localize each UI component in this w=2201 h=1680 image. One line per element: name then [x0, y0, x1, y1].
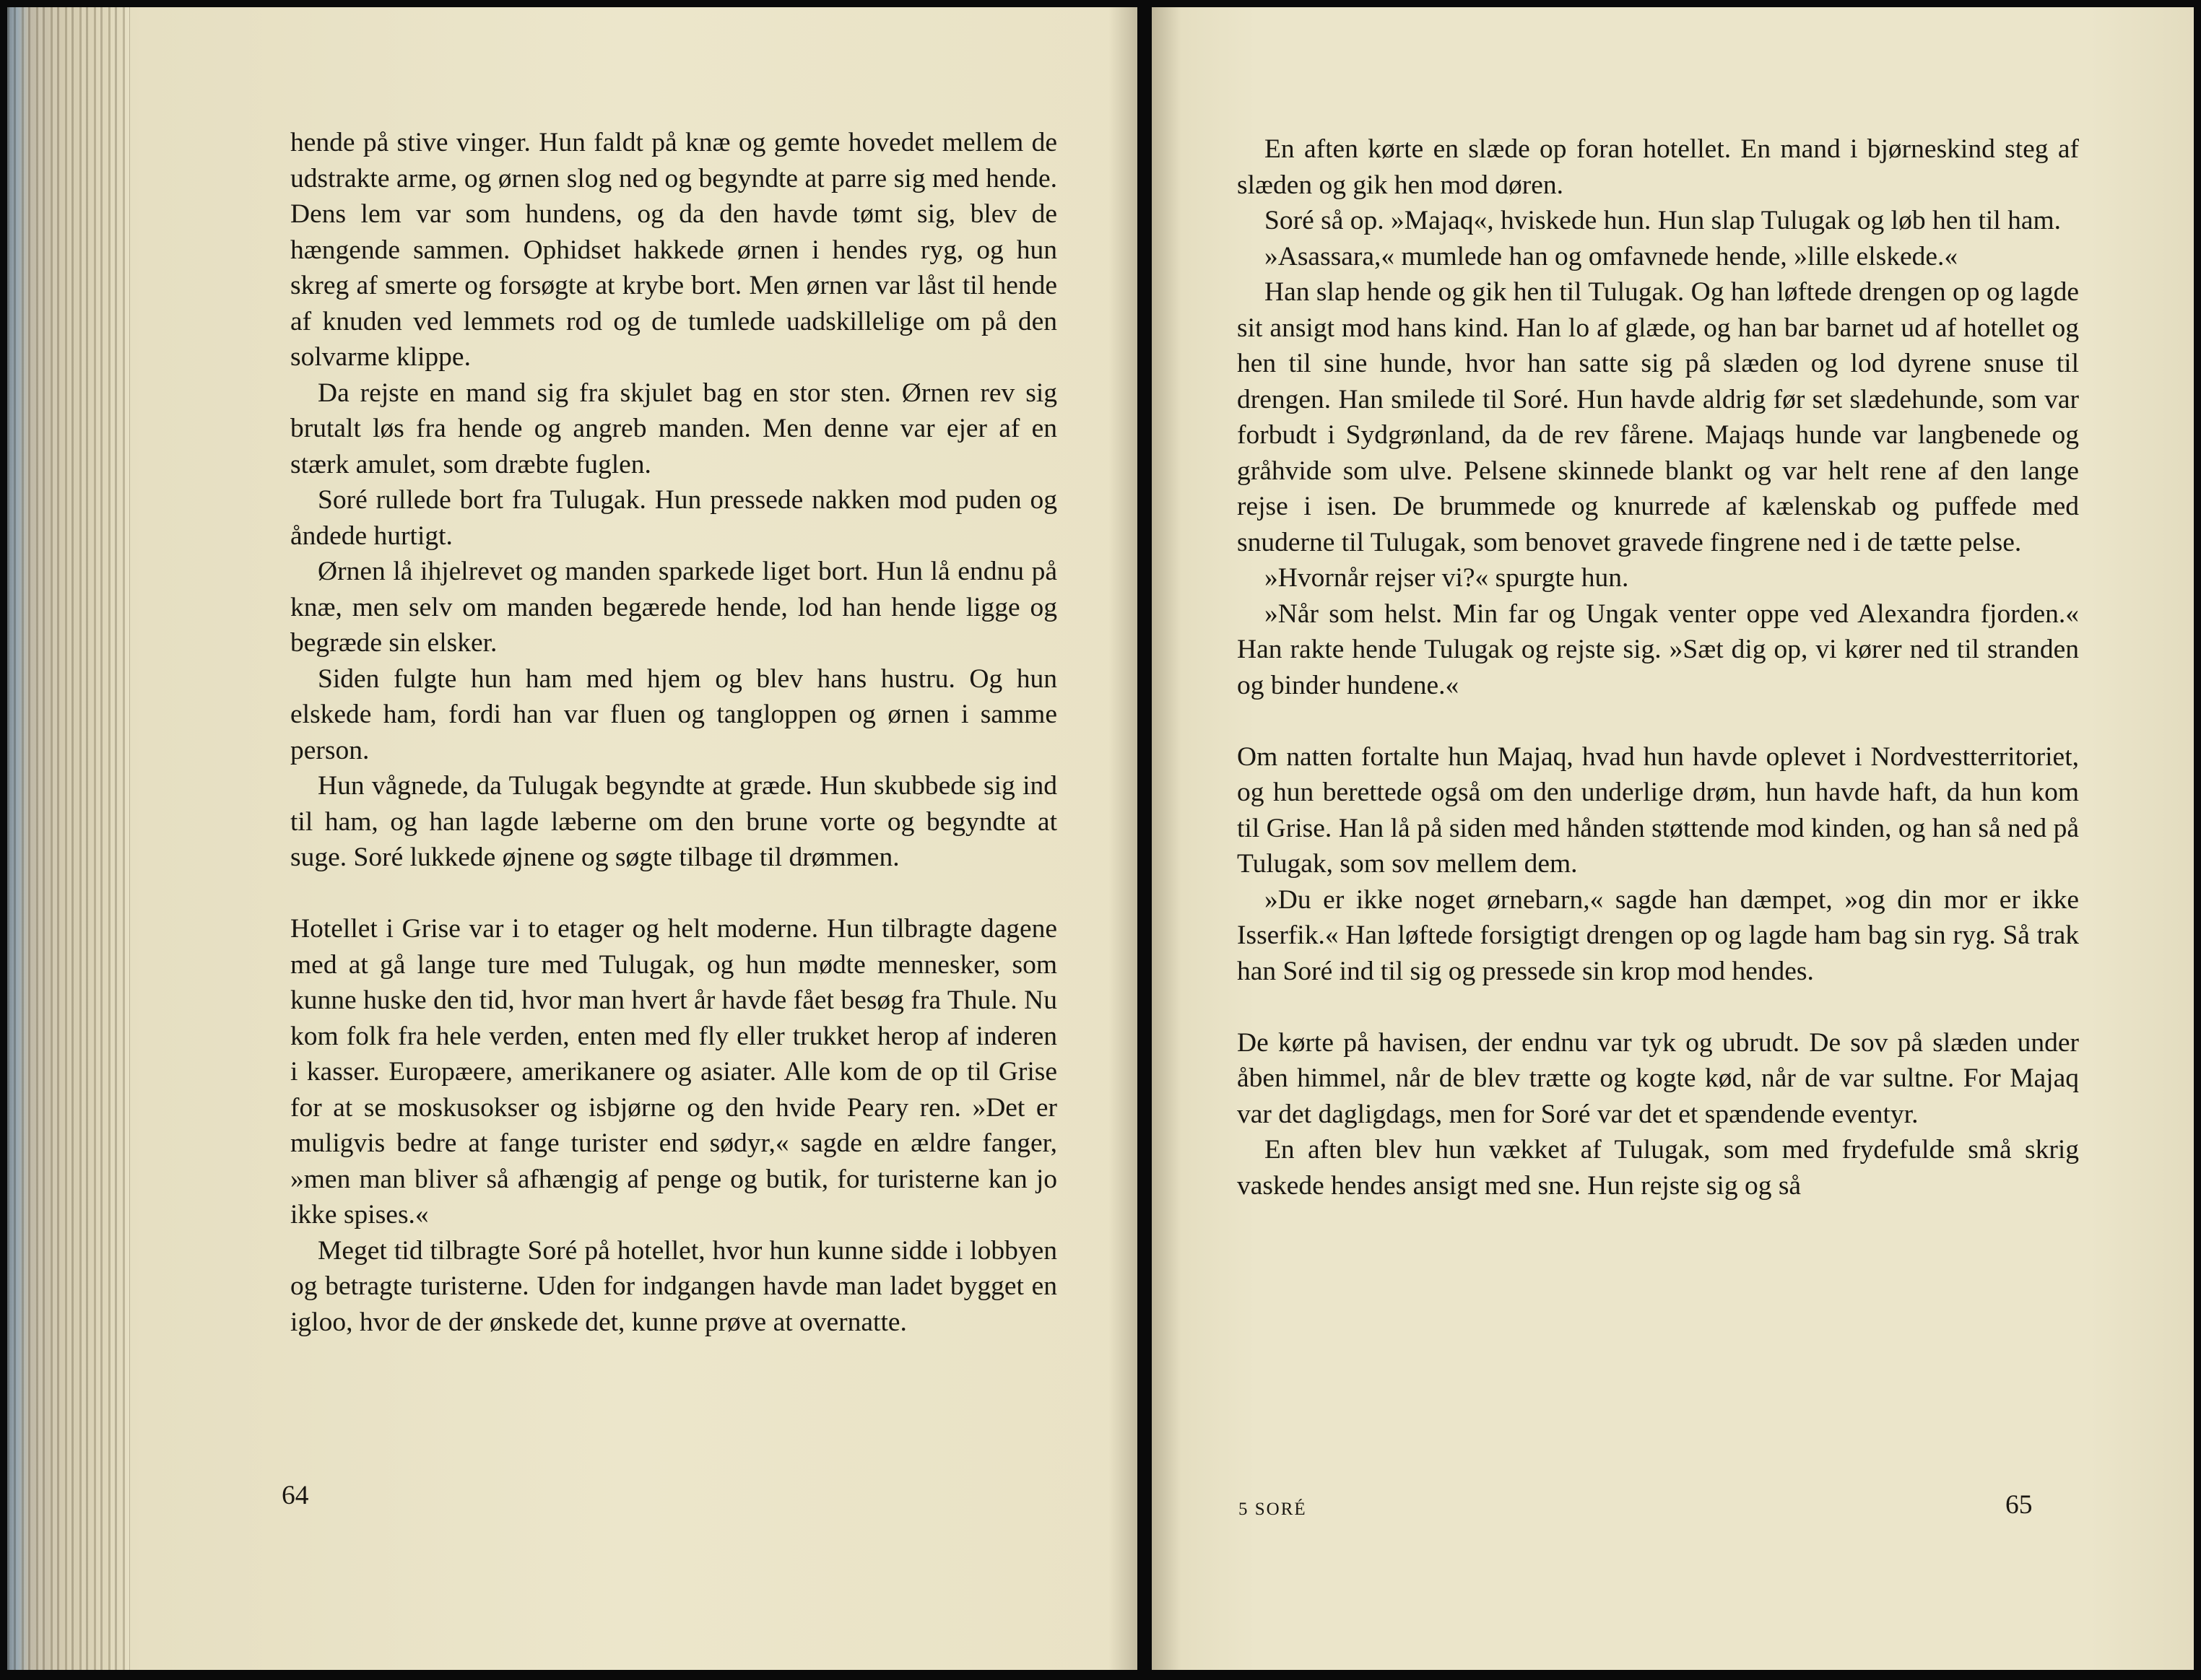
- section-start-paragraph: Om natten fortalte hun Majaq, hvad hun havde oplevet i Nordvestterritoriet, og hun berettede også om den underlige drøm, hun havde haft, da hun kom til Grise. Han lå på siden med hånden støttende mod kinden, og han så ned på Tulugak, som sov mellem dem.: [1237, 741, 2079, 879]
- paragraph: Meget tid tilbragte Soré på hotellet, hvor hun kunne sidde i lobbyen og betragte turisterne. Uden for indgangen havde man ladet bygget en igloo, hvor de der ønskede det, kunne prøve at overnatte.: [290, 1235, 1057, 1337]
- signature-mark: 5 SORÉ: [1238, 1500, 1307, 1519]
- paragraph: hende på stive vinger. Hun faldt på knæ og gemte hovedet mellem de udstrakte arme, og ørnen slog ned og begyndte at parre sig med hende. Dens lem var som hundens, og da den havde tømt sig, blev de hængende sammen. Ophidset hakkede ørnen i hendes ryg, og hun skreg af smerte og forsøgte at krybe bort. Men ørnen var låst til hende af knuden ved lemmets rod og de tumlede uadskillelige om på den solvarme klippe.: [290, 128, 1057, 372]
- section-start-paragraph: De kørte på havisen, der endnu var tyk og ubrudt. De sov på slæden under åben himmel, når de blev trætte og kogte kød, når de var sultne. For Majaq var det dagligdags, men for Soré var det et spændende eventyr.: [1237, 1027, 2079, 1129]
- paragraph: Ørnen lå ihjelrevet og manden sparkede liget bort. Hun lå endnu på knæ, men selv om manden begærede hende, lod han hende ligge og begræde sin elsker.: [290, 557, 1057, 658]
- left-page: [7, 7, 1137, 1670]
- section-start-paragraph: Hotellet i Grise var i to etager og helt moderne. Hun tilbragte dagene med at gå lange ture med Tulugak, og hun mødte mennesker, som kunne huske den tid, hvor man hvert år havde fået besøg fra Thule. Nu kom folk fra hele verden, enten med fly eller trukket herop af inderen i kasser. Europæere, amerikanere og asiater. Alle kom de op til Grise for at se moskusokser og isbjørne og den hvide Peary ren. »Det er muligvis bedre at fange turister end sødyr,« sagde en ældre fanger, »men man bliver så afhængig af penge og butik, for turisterne kan jo ikke spises.«: [290, 914, 1057, 1229]
- left-page-text: [290, 125, 1057, 1340]
- paragraph: Hun vågnede, da Tulugak begyndte at græde. Hun skubbede sig ind til ham, og han lagde læberne om den brune vorte og begyndte at suge. Soré lukkede øjnene og søgte tilbage til drømmen.: [290, 771, 1057, 872]
- gutter-shadow-left: [1108, 7, 1137, 1670]
- paragraph: »Hvornår rejser vi?« spurgte hun.: [1264, 563, 1629, 593]
- page-number: 65: [2005, 1490, 2033, 1520]
- paragraph: Han slap hende og gik hen til Tulugak. Og han løftede drengen op og lagde sit ansigt mod hans kind. Han lo af glæde, og han bar barnet ud af hotellet og hen til sine hunde, hvor han satte sig på slæden og lod dyrene snuse til drengen. Han smilede til Soré. Hun havde aldrig før set slædehunde, som var forbudt i Sydgrønland, da de rev fårene. Majaqs hunde var langbenede og gråhvide som ulve. Pelsene skinnede blankt og var helt rene af den lange rejse i isen. De brummede og knurrede af kælenskab og puffede med snuderne til Tulugak, som benovet gravede fingrene ned i de tætte pelse.: [1237, 277, 2079, 557]
- paragraph: »Asassara,« mumlede han og omfavnede hende, »lille elskede.«: [1264, 241, 1958, 271]
- paragraph: Siden fulgte hun ham med hjem og blev hans hustru. Og hun elskede ham, fordi han var fluen og tangloppen og ørnen i samme person.: [290, 663, 1057, 765]
- page-number: 64: [282, 1481, 309, 1510]
- right-page: [1152, 7, 2194, 1670]
- page-edges: [7, 7, 130, 1670]
- right-page-text: [1237, 131, 2079, 1204]
- paragraph: En aften blev hun vækket af Tulugak, som med frydefulde små skrig vaskede hendes ansigt med sne. Hun rejste sig og så: [1237, 1135, 2079, 1201]
- gutter-shadow-right: [1152, 7, 1181, 1670]
- paragraph: En aften kørte en slæde op foran hotellet. En mand i bjørneskind steg af slæden og gik hen mod døren.: [1237, 134, 2079, 200]
- paragraph: Soré rullede bort fra Tulugak. Hun pressede nakken mod puden og åndede hurtigt.: [290, 485, 1057, 551]
- paragraph: »Når som helst. Min far og Ungak venter oppe ved Alexandra fjorden.« Han rakte hende Tulugak og rejste sig. »Sæt dig op, vi kører ned til stranden og binder hundene.«: [1237, 599, 2079, 700]
- paragraph: Da rejste en mand sig fra skjulet bag en stor sten. Ørnen rev sig brutalt løs fra hende og angreb manden. Men denne var ejer af en stærk amulet, som dræbte fuglen.: [290, 378, 1057, 479]
- paragraph: »Du er ikke noget ørnebarn,« sagde han dæmpet, »og din mor er ikke Isserfik.« Han løftede forsigtigt drengen op og lagde ham bag sin ryg. Så trak han Soré ind til sig og pressede sin krop mod hendes.: [1237, 884, 2079, 986]
- paragraph: Soré så op. »Majaq«, hviskede hun. Hun slap Tulugak og løb hen til ham.: [1264, 206, 2062, 235]
